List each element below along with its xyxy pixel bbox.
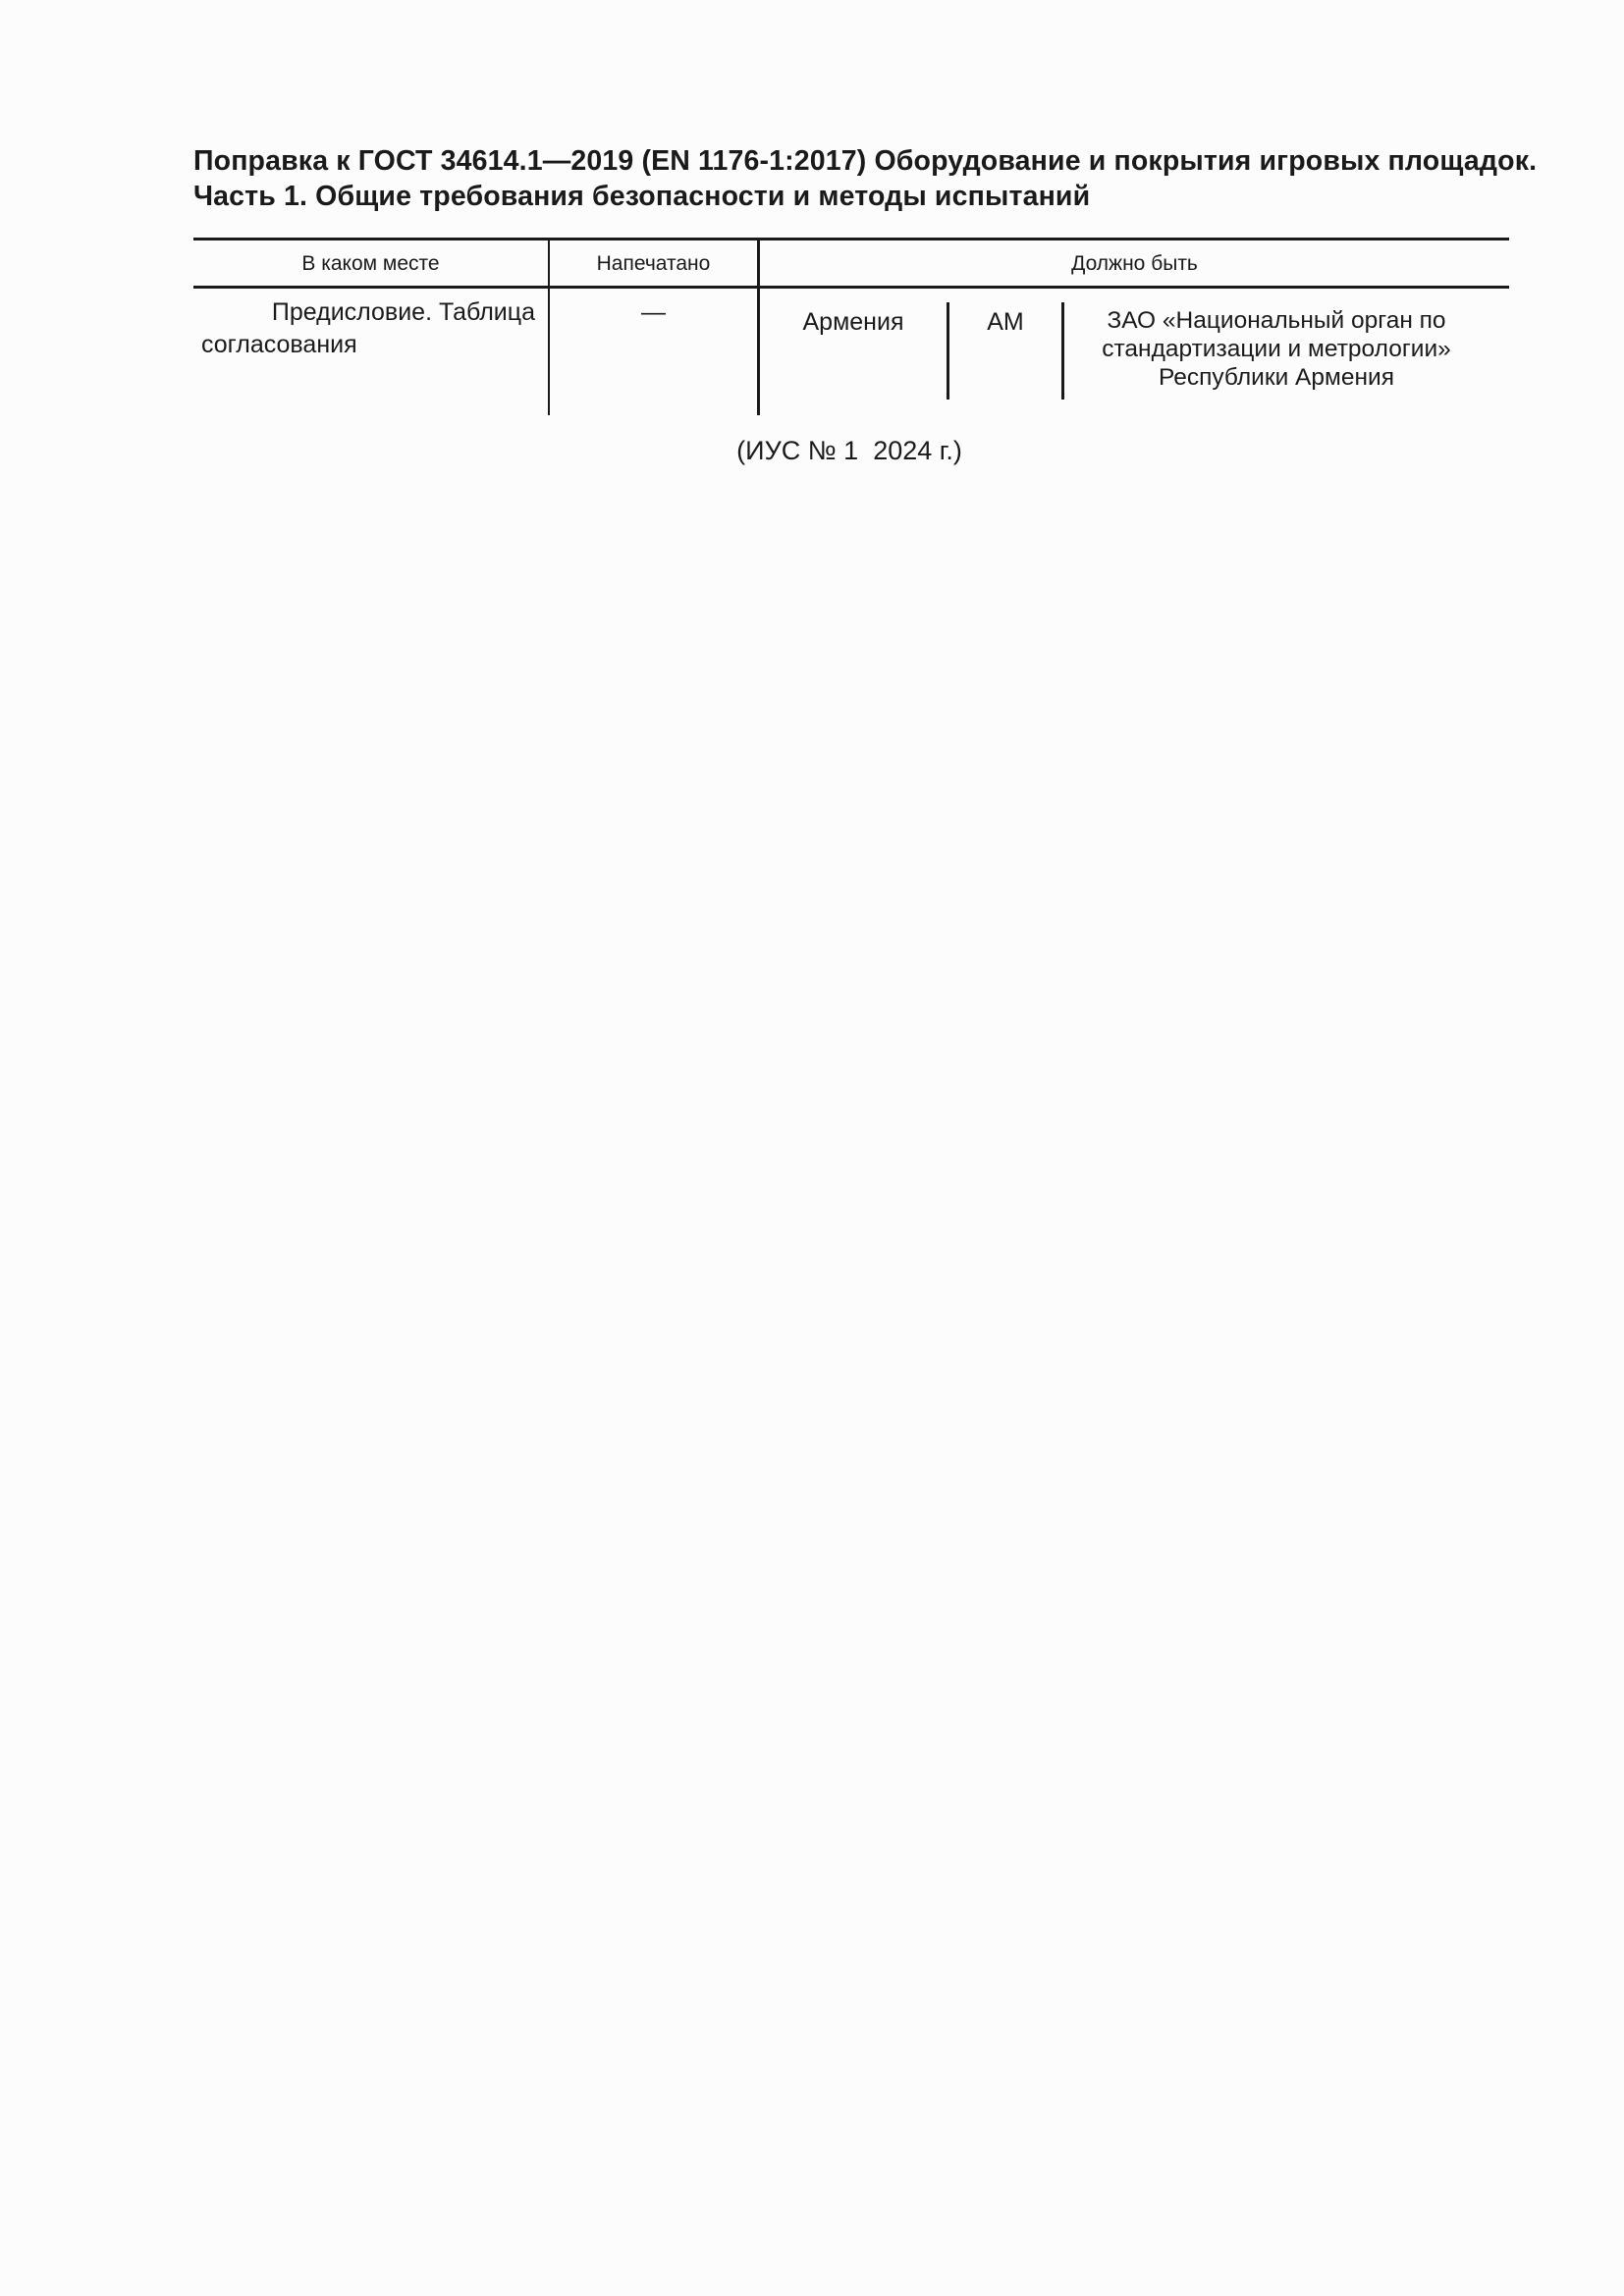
document-title xyxy=(193,143,1538,214)
cell-place xyxy=(201,296,535,361)
cell-country: Армения xyxy=(802,308,904,336)
cell-place-line-1: Предисловие. Таблица xyxy=(271,298,535,326)
cell-country-code: AM xyxy=(987,308,1024,336)
header-should-be: Должно быть xyxy=(1071,252,1198,275)
cell-organization xyxy=(1064,306,1489,392)
table-header-rule xyxy=(193,286,1509,289)
title-line-1: Поправка к ГОСТ 34614.1—2019 (EN 1176-1:2017) Оборудование и покрытия игровых площадок. xyxy=(193,145,1538,177)
header-place: В каком месте xyxy=(301,252,440,275)
org-line-1: ЗАО «Национальный орган по xyxy=(1107,307,1446,334)
header-printed: Напечатано xyxy=(596,252,711,275)
issue-reference: (ИУС № 1 2024 г.) xyxy=(736,436,962,465)
cell-printed: — xyxy=(641,298,666,326)
title-line-2: Часть 1. Общие требования безопасности и методы испытаний xyxy=(193,181,1091,212)
org-line-2: стандартизации и метрологии» xyxy=(1102,336,1451,362)
cell-place-line-2: согласования xyxy=(201,331,357,358)
table-top-rule xyxy=(193,238,1509,240)
org-line-3: Республики Армения xyxy=(1159,364,1394,391)
